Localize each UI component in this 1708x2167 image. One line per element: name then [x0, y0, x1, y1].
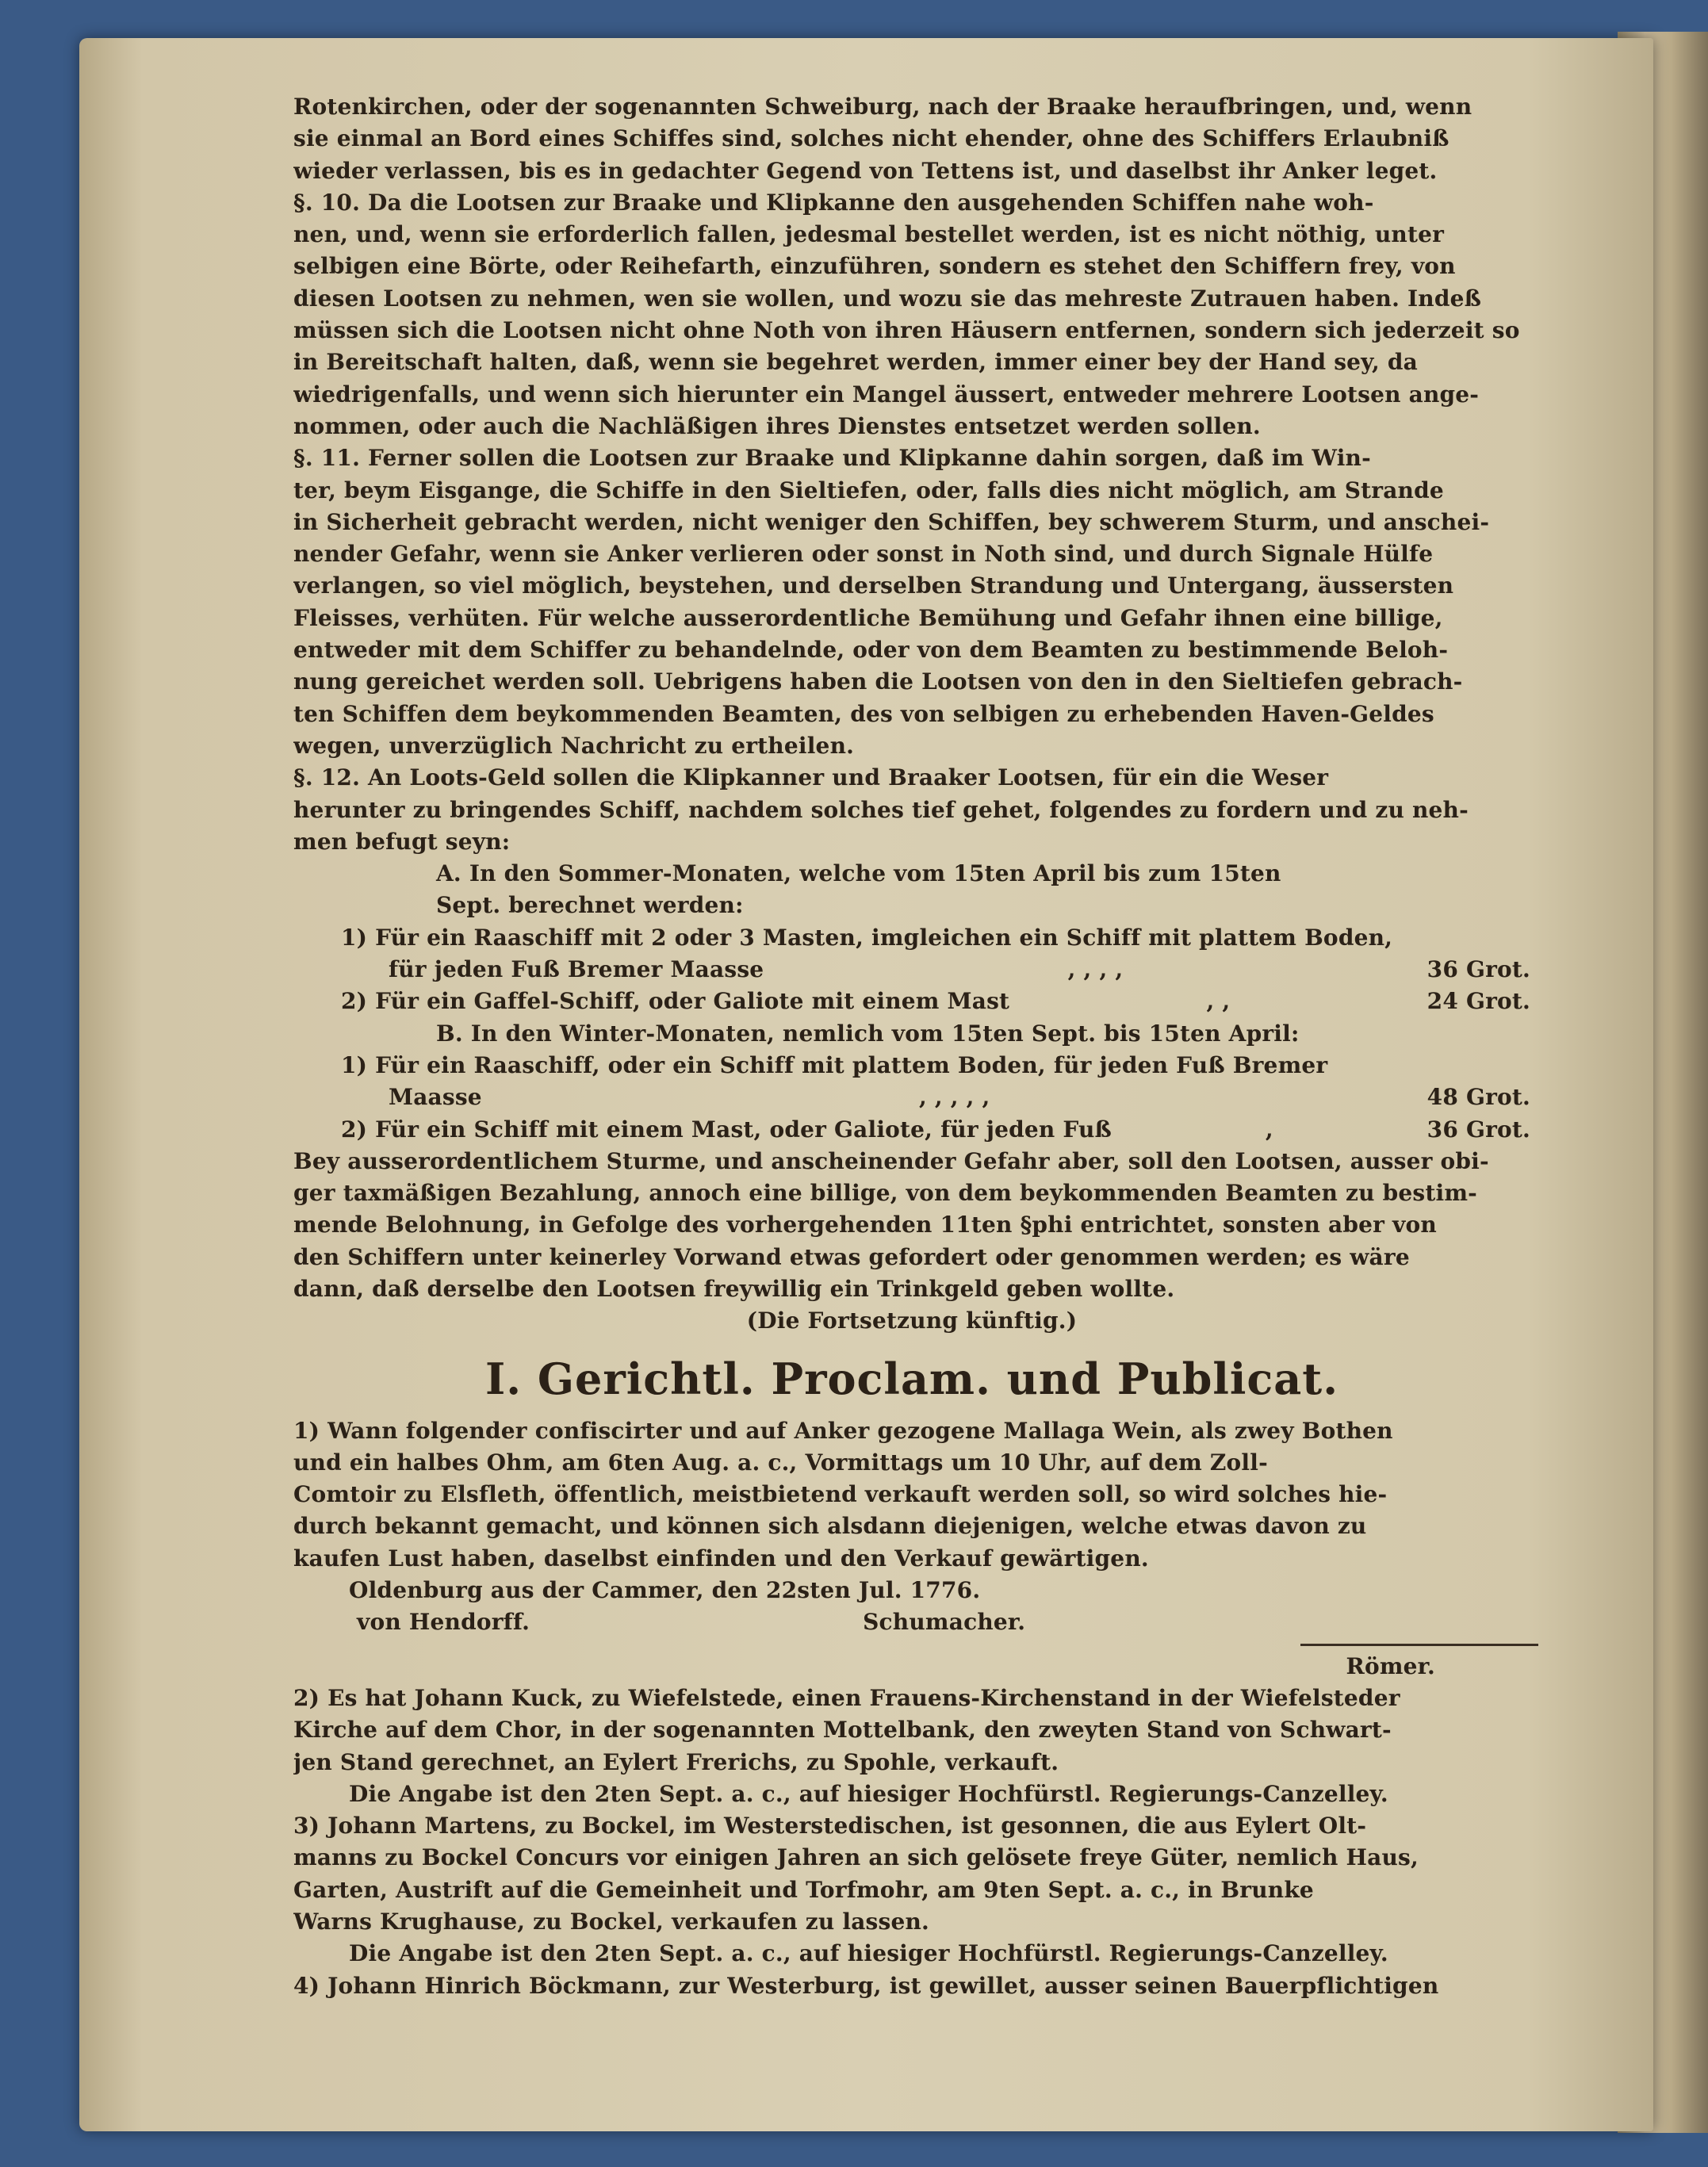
notice-4-line: 4) Johann Hinrich Böckmann, zur Westerburg, ist gewillet, ausser seinen Bauerpflichtigen — [293, 1972, 1439, 1999]
tariff-b2-row — [293, 1114, 1530, 1146]
tariff-a1-price: 36 Grot. — [1427, 956, 1530, 983]
notice-2-line: 2) Es hat Johann Kuck, zu Wiefelstede, einen Frauens-Kirchenstand in der Wiefelsteder — [293, 1684, 1400, 1711]
notice-1-line: 1) Wann folgender confiscirter und auf Anker gezogene Mallaga Wein, als zwey Bothen — [293, 1417, 1393, 1444]
text-line: dann, daß derselbe den Lootsen freywillig ein Trinkgeld geben wollte. — [293, 1275, 1175, 1302]
text-line: nommen, oder auch die Nachläßigen ihres Dienstes entsetzet werden sollen. — [293, 412, 1261, 439]
text-line: diesen Lootsen zu nehmen, wen sie wollen, und wozu sie das mehreste Zutrauen haben. Indeß — [293, 285, 1482, 312]
tariff-a2-price: 24 Grot. — [1427, 988, 1530, 1015]
text-line: Bey ausserordentlichem Sturme, und anscheinender Gefahr aber, soll den Lootsen, ausser obi- — [293, 1147, 1489, 1174]
notice-1-line: Comtoir zu Elsfleth, öffentlich, meistbietend verkauft werden soll, so wird solches hie- — [293, 1481, 1388, 1508]
section-10-start: §. 10. Da die Lootsen zur Braake und Klipkanne den ausgehenden Schiffen nahe woh- — [293, 189, 1374, 216]
text-line: Rotenkirchen, oder der sogenannten Schweiburg, nach der Braake heraufbringen, und, wenn — [293, 94, 1472, 120]
tariff-a1-desc: für jeden Fuß Bremer Maasse — [389, 956, 764, 983]
tariff-b2-desc: 2) Für ein Schiff mit einem Mast, oder Galiote, für jeden Fuß — [341, 1116, 1112, 1143]
notice-3-line: Warns Krughause, zu Bockel, verkaufen zu lassen. — [293, 1909, 930, 1935]
notice-2-line: jen Stand gerechnet, an Eylert Frerichs, zu Spohle, verkauft. — [293, 1748, 1059, 1775]
place-date: Oldenburg aus der Cammer, den 22sten Jul. 1776. — [349, 1577, 981, 1604]
section-12-start: §. 12. An Loots-Geld sollen die Klipkanner und Braaker Lootsen, für ein die Weser — [293, 764, 1329, 791]
notice-3-date: Die Angabe ist den 2ten Sept. a. c., auf hiesiger Hochfürstl. Regierungs-Canzelley. — [349, 1940, 1388, 1967]
text-line: wegen, unverzüglich Nachricht zu ertheilen. — [293, 732, 855, 759]
text-line: müssen sich die Lootsen nicht ohne Noth von ihren Häusern entfernen, sondern sich jederzeit so — [293, 317, 1520, 344]
signature-below: Römer. — [1346, 1652, 1435, 1679]
text-line: selbigen eine Börte, oder Reihefarth, einzuführen, sondern es stehet den Schiffern frey, von — [293, 253, 1456, 280]
text-line: entweder mit dem Schiffer zu behandelnde, oder von dem Beamten zu bestimmende Beloh- — [293, 637, 1449, 664]
text-line: mende Belohnung, in Gefolge des vorhergehenden 11ten §phi entrichtet, sonsten aber von — [293, 1212, 1437, 1239]
signature-right: Schumacher. — [863, 1609, 1026, 1636]
signature-rule — [1300, 1644, 1538, 1646]
notice-2-line: Kirche auf dem Chor, in der sogenannten Mottelbank, den zweyten Stand von Schwart- — [293, 1717, 1392, 1744]
notice-3-line: Garten, Austrift auf die Gemeinheit und Torfmohr, am 9ten Sept. a. c., in Brunke — [293, 1876, 1314, 1903]
notice-2-date: Die Angabe ist den 2ten Sept. a. c., auf hiesiger Hochfürstl. Regierungs-Canzelley. — [349, 1780, 1388, 1807]
continuation-note: (Die Fortsetzung künftig.) — [746, 1307, 1078, 1334]
tariff-a2-dots: , , — [1206, 988, 1231, 1015]
text-line: sie einmal an Bord eines Schiffes sind, solches nicht ehender, ohne des Schiffers Erlaubniß — [293, 125, 1450, 152]
text-line: men befugt seyn: — [293, 828, 511, 855]
text-line: Fleisses, verhüten. Für welche ausserordentliche Bemühung und Gefahr ihnen eine billige, — [293, 604, 1443, 631]
tariff-b1-line1: 1) Für ein Raaschiff, oder ein Schiff mit plattem Boden, für jeden Fuß Bremer — [341, 1051, 1328, 1078]
tariff-b2-dots: , — [1265, 1116, 1273, 1143]
text-line: nung gereichet werden soll. Uebrigens haben die Lootsen von den in den Sieltiefen gebrach- — [293, 668, 1463, 695]
text-line: ter, beym Eisgange, die Schiffe in den Sieltiefen, oder, falls dies nicht möglich, am Strande — [293, 477, 1444, 503]
text-line: in Bereitschaft halten, daß, wenn sie begehret werden, immer einer bey der Hand sey, da — [293, 349, 1418, 376]
text-line: nen, und, wenn sie erforderlich fallen, jedesmal bestellet werden, ist es nicht nöthig, unter — [293, 221, 1445, 248]
tariff-b1-desc: Maasse — [389, 1084, 482, 1111]
notice-1-line: durch bekannt gemacht, und können sich alsdann diejenigen, welche etwas davon zu — [293, 1513, 1367, 1540]
tariff-a1-row — [293, 954, 1530, 986]
tariff-a1-dots: , , , , — [1067, 956, 1124, 983]
text-line: nender Gefahr, wenn sie Anker verlieren oder sonst in Noth sind, und durch Signale Hülfe — [293, 541, 1434, 568]
signature-left: von Hendorff. — [357, 1609, 530, 1636]
tariff-b1-price: 48 Grot. — [1427, 1084, 1530, 1111]
tariff-b-heading: B. In den Winter-Monaten, nemlich vom 15ten Sept. bis 15ten April: — [436, 1020, 1300, 1047]
text-line: in Sicherheit gebracht werden, nicht weniger den Schiffen, bey schwerem Sturm, und anschei- — [293, 508, 1490, 535]
tariff-a1-line1: 1) Für ein Raaschiff mit 2 oder 3 Masten, imgleichen ein Schiff mit plattem Boden, — [341, 924, 1393, 951]
notice-3-line: 3) Johann Martens, zu Bockel, im Westerstedischen, ist gesonnen, die aus Eylert Olt- — [293, 1813, 1367, 1840]
notice-3-line: manns zu Bockel Concurs vor einigen Jahren an sich gelösete freye Güter, nemlich Haus, — [293, 1844, 1419, 1871]
text-line: den Schiffern unter keinerley Vorwand etwas gefordert oder genommen werden; es wäre — [293, 1243, 1410, 1270]
text-line: ger taxmäßigen Bezahlung, annoch eine billige, von dem beykommenden Beamten zu bestim- — [293, 1180, 1477, 1207]
text-line: ten Schiffen dem beykommenden Beamten, des von selbigen zu erhebenden Haven-Geldes — [293, 700, 1434, 727]
tariff-b1-dots: , , , , , — [918, 1084, 990, 1111]
section-heading: I. Gerichtl. Proclam. und Publicat. — [484, 1353, 1339, 1404]
section-11-start: §. 11. Ferner sollen die Lootsen zur Braake und Klipkanne dahin sorgen, daß im Win- — [293, 445, 1371, 472]
text-line: wieder verlassen, bis es in gedachter Gegend von Tettens ist, und daselbst ihr Anker leget. — [293, 157, 1438, 184]
tariff-a-heading-cont: Sept. berechnet werden: — [436, 892, 744, 919]
tariff-a-heading: A. In den Sommer-Monaten, welche vom 15ten April bis zum 15ten — [436, 860, 1281, 887]
text-line: herunter zu bringendes Schiff, nachdem solches tief gehet, folgendes zu fordern und zu neh- — [293, 796, 1469, 823]
text-line: verlangen, so viel möglich, beystehen, und derselben Strandung und Untergang, äussersten — [293, 572, 1454, 599]
tariff-a2-row — [293, 986, 1530, 1017]
notice-1-line: kaufen Lust haben, daselbst einfinden und den Verkauf gewärtigen. — [293, 1545, 1149, 1572]
tariff-b1-row — [293, 1082, 1530, 1113]
text-line: wiedrigenfalls, und wenn sich hierunter ein Mangel äussert, entweder mehrere Lootsen ange- — [293, 381, 1480, 408]
page-text — [293, 91, 1530, 2002]
tariff-a2-desc: 2) Für ein Gaffel-Schiff, oder Galiote mit einem Mast — [341, 988, 1010, 1015]
tariff-b2-price: 36 Grot. — [1427, 1116, 1530, 1143]
signature-row — [293, 1606, 1530, 1638]
notice-1-line: und ein halbes Ohm, am 6ten Aug. a. c., Vormittags um 10 Uhr, auf dem Zoll- — [293, 1449, 1268, 1476]
